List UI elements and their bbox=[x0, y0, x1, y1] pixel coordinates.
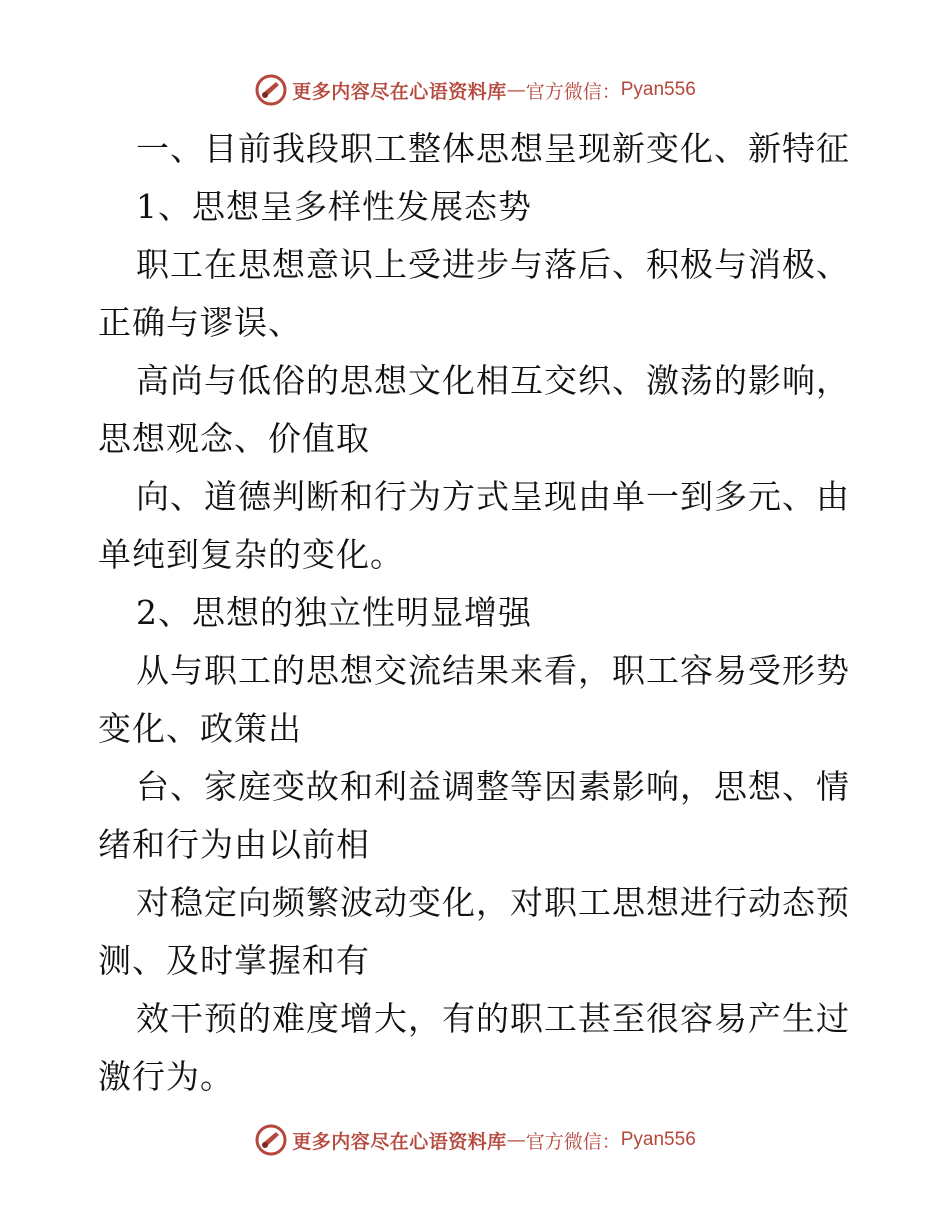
banner-wechat-label: 官方微信： bbox=[525, 1130, 621, 1153]
banner-wechat-label: 官方微信： bbox=[525, 80, 621, 103]
paragraph-line: 向、道德判断和行为方式呈现由单一到多元、由 bbox=[136, 477, 850, 516]
header-banner bbox=[0, 70, 950, 110]
banner-brand-text: 更多内容尽在心语资料库 bbox=[292, 80, 507, 103]
document-body bbox=[98, 120, 858, 1106]
paragraph-line: 单纯到复杂的变化。 bbox=[98, 535, 404, 574]
paragraph-line: 职工在思想意识上受进步与落后、积极与消极、 bbox=[136, 245, 850, 284]
brand-logo-icon bbox=[254, 1123, 288, 1157]
paragraph-line: 正确与谬误、 bbox=[98, 303, 302, 342]
paragraph-line: 激行为。 bbox=[98, 1057, 234, 1096]
banner-wechat-id: Pyan556 bbox=[620, 79, 696, 100]
banner-separator: — bbox=[506, 1129, 526, 1151]
banner-separator: — bbox=[506, 79, 526, 101]
paragraph-line: 变化、政策出 bbox=[98, 709, 302, 748]
paragraph-line: 对稳定向频繁波动变化，对职工思想进行动态预 bbox=[136, 883, 850, 922]
subheading-2: 2、思想的独立性明显增强 bbox=[136, 593, 532, 632]
banner-wechat-id: Pyan556 bbox=[620, 1129, 696, 1150]
paragraph-line: 台、家庭变故和利益调整等因素影响，思想、情 bbox=[136, 767, 850, 806]
paragraph-line: 思想观念、价值取 bbox=[98, 419, 370, 458]
paragraph-line: 效干预的难度增大，有的职工甚至很容易产生过 bbox=[136, 999, 850, 1038]
brand-logo-icon bbox=[254, 73, 288, 107]
section-heading: 一、目前我段职工整体思想呈现新变化、新特征 bbox=[136, 129, 850, 168]
subheading-1: 1、思想呈多样性发展态势 bbox=[136, 187, 532, 226]
paragraph-line: 绪和行为由以前相 bbox=[98, 825, 370, 864]
banner-brand-text: 更多内容尽在心语资料库 bbox=[292, 1130, 507, 1153]
paragraph-line: 高尚与低俗的思想文化相互交织、激荡的影响， bbox=[136, 361, 850, 400]
footer-banner bbox=[0, 1120, 950, 1160]
paragraph-line: 从与职工的思想交流结果来看，职工容易受形势 bbox=[136, 651, 850, 690]
paragraph-line: 测、及时掌握和有 bbox=[98, 941, 370, 980]
